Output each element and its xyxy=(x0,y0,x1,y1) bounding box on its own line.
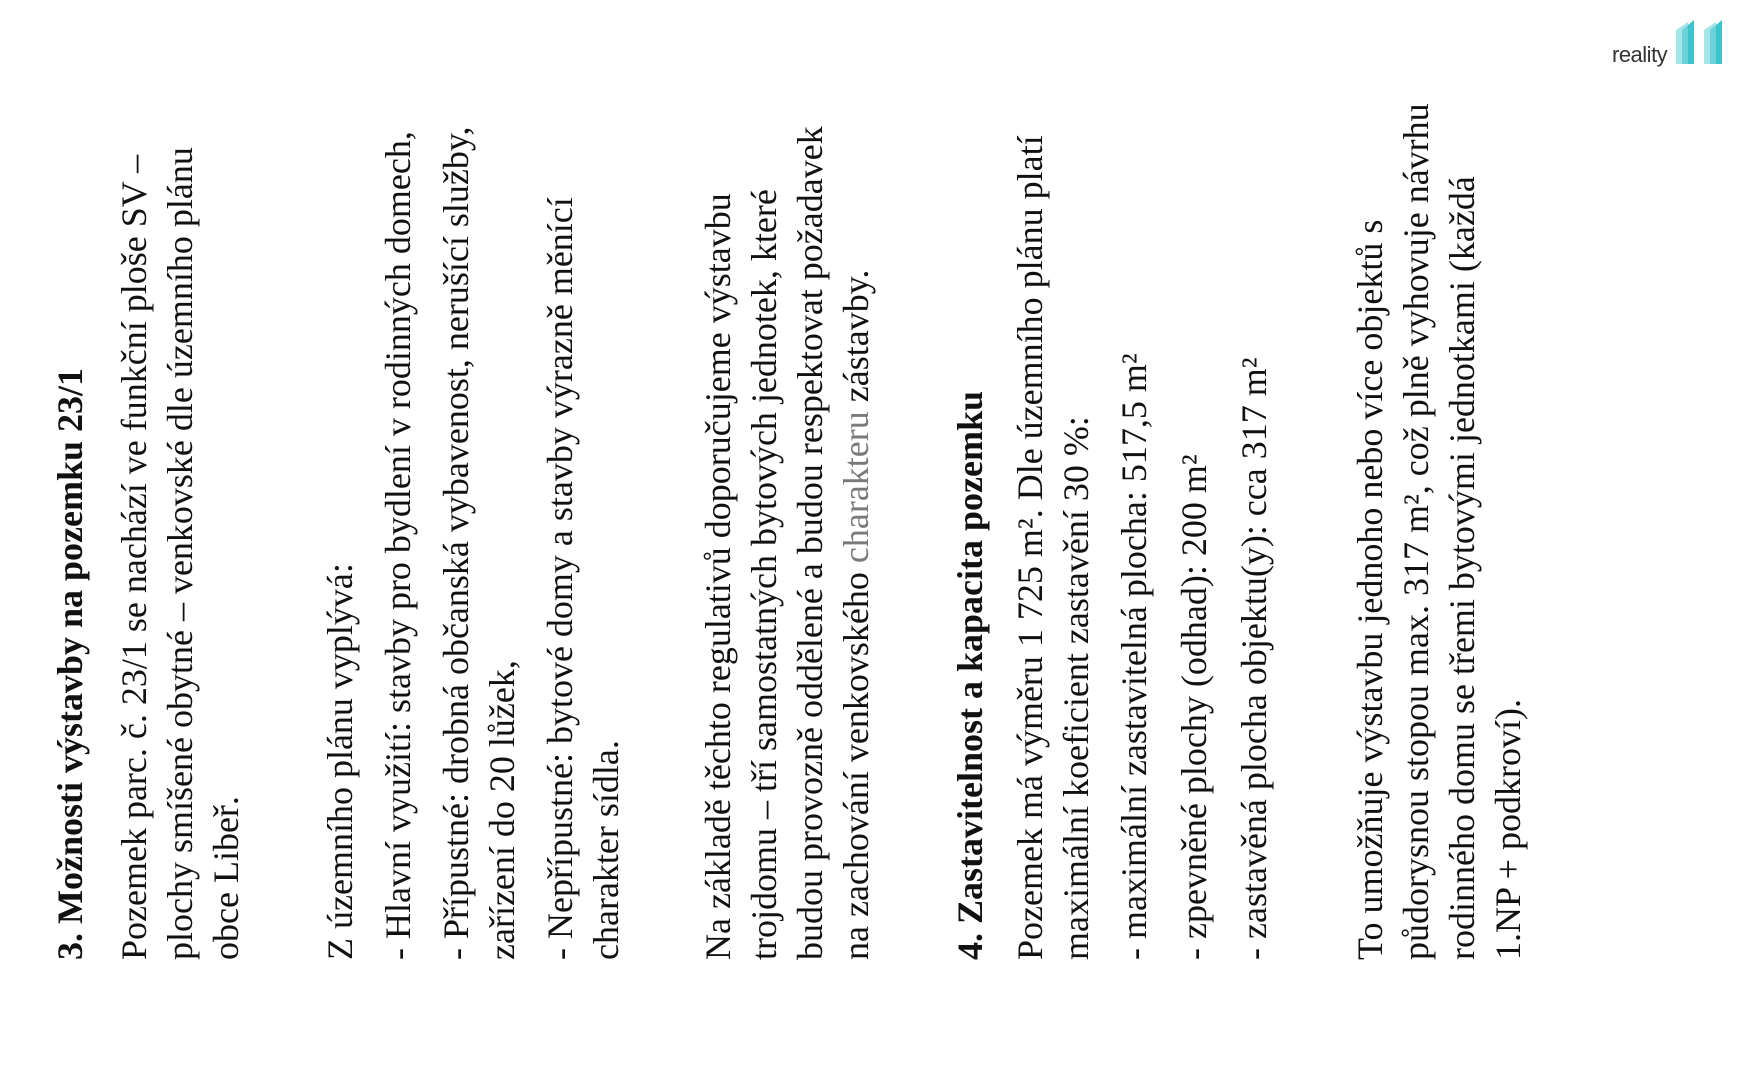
area-line-2: maximální koeficient zastavění 30 %: xyxy=(1056,416,1096,960)
conclusion-line-4: 1.NP + podkroví). xyxy=(1488,699,1528,960)
forbidden-item-line-2: charakter sídla. xyxy=(586,740,626,960)
section-3-intro-line-1: Pozemek parc. č. 23/1 se nachází ve funkční ploše SV – xyxy=(114,154,154,960)
recommendation-line-3: budou provozně oddělené a budou respektovat požadavek xyxy=(790,126,830,960)
forbidden-item-line-1: - Nepřípustné: bytové domy a stavby výrazně měnící xyxy=(540,197,580,960)
max-area-item: - maximální zastavitelná plocha: 517,5 m² xyxy=(1114,353,1154,960)
conclusion-line-1: To umožňuje výstavbu jednoho nebo více objektů s xyxy=(1350,219,1390,960)
recommendation-line-4-end: zástavby. xyxy=(836,269,876,412)
recommendation-line-1: Na základě těchto regulativů doporučujeme výstavbu xyxy=(698,193,738,960)
plan-intro: Z územního plánu vyplývá: xyxy=(320,563,360,960)
section-3-heading: 3. Možnosti výstavby na pozemku 23/1 xyxy=(50,367,90,960)
main-use-item: - Hlavní využití: stavby pro bydlení v rodinných domech, xyxy=(378,131,418,960)
permitted-item-line-2: zařízení do 20 lůžek, xyxy=(482,660,522,960)
recommendation-line-4-start: na zachování venkovského xyxy=(836,563,876,960)
recommendation-line-4-faded: charakteru xyxy=(836,411,876,564)
conclusion-line-2: půdorysnou stopou max. 317 m², což plně vyhovuje návrhu xyxy=(1396,103,1436,960)
section-4-heading: 4. Zastavitelnost a kapacita pozemku xyxy=(950,390,990,960)
paved-area-item: - zpevněné plochy (odhad): 200 m² xyxy=(1174,454,1214,960)
rotated-document-content xyxy=(0,40,1737,960)
permitted-item-line-1: - Přípustné: drobná občanská vybavenost, nerušící služby, xyxy=(436,126,476,960)
conclusion-line-3: rodinného domu se třemi bytovými jednotkami (každá xyxy=(1442,176,1482,960)
recommendation-line-4 xyxy=(838,270,874,960)
recommendation-line-2: trojdomu – tří samostatných bytových jednotek, které xyxy=(744,189,784,960)
section-3-intro-line-3: obce Libeř. xyxy=(206,796,246,960)
built-area-item: - zastavěná plocha objektu(y): cca 317 m² xyxy=(1234,357,1274,960)
logo-text: reality xyxy=(1612,42,1668,67)
section-3-intro-line-2: plochy smíšené obytné – venkovské dle územního plánu xyxy=(160,147,200,960)
area-line-1: Pozemek má výměru 1 725 m². Dle územního plánu platí xyxy=(1010,135,1050,960)
